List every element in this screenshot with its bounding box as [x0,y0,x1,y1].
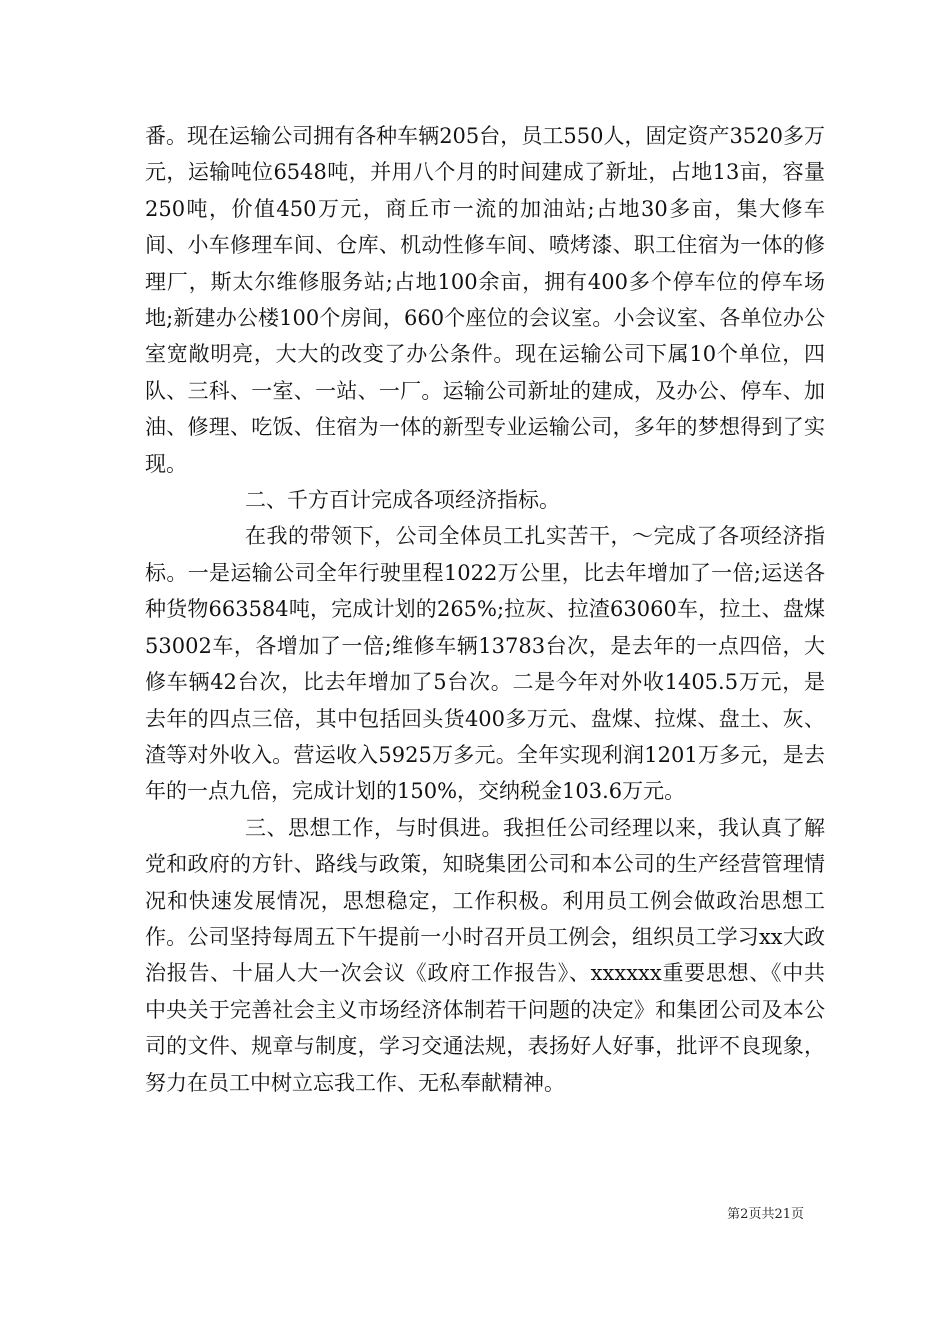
paragraph-continuation: 番。现在运输公司拥有各种车辆205台，员工550人，固定资产3520多万元，运输吨位6548吨，并用八个月的时间建成了新址，占地13亩，容量250吨，价值450万元，商丘市一流的加油站;占地30多亩，集大修车间、小车修理车间、仓库、机动性修车间、喷烤漆、职工住宿为一体的修理厂，斯太尔维修服务站;占地100余亩，拥有400多个停车位的停车场地;新建办公楼100个房间，660个座位的会议室。小会议室、各单位办公室宽敞明亮，大大的改变了办公条件。现在运输公司下属10个单位，四队、三科、一室、一站、一厂。运输公司新址的建成，及办公、停车、加油、修理、吃饭、住宿为一体的新型专业运输公司，多年的梦想得到了实现。 [145,124,825,476]
document-body [145,118,825,1101]
section-heading-economic-targets: 二、千方百计完成各项经济指标。 [245,488,560,513]
paragraph-ideological-work: 三、思想工作，与时俱进。我担任公司经理以来，我认真了解党和政府的方针、路线与政策，知晓集团公司和本公司的生产经营管理情况和快速发展情况，思想稳定，工作积极。利用员工例会做政治思想工作。公司坚持每周五下午提前一小时召开员工例会，组织员工学习xx大政治报告、十届人大一次会议《政府工作报告》、xxxxxx重要思想、《中共中央关于完善社会主义市场经济体制若干问题的决定》和集团公司及本公司的文件、规章与制度，学习交通法规，表扬好人好事，批评不良现象，努力在员工中树立忘我工作、无私奉献精神。 [145,815,825,1095]
page-number: 第2页共21页 [727,1207,804,1222]
paragraph-economic-targets: 在我的带领下，公司全体员工扎实苦干，～完成了各项经济指标。一是运输公司全年行驶里程1022万公里，比去年增加了一倍;运送各种货物663584吨，完成计划的265%;拉灰、拉渣63060车，拉土、盘煤53002车，各增加了一倍;维修车辆13783台次，是去年的一点四倍，大修车辆42台次，比去年增加了5台次。二是今年对外收1405.5万元，是去年的四点三倍，其中包括回头货400多万元、盘煤、拉煤、盘土、灰、渣等对外收入。营运收入5925万多元。全年实现利润1201万多元，是去年的一点九倍，完成计划的150%，交纳税金103.6万元。 [145,524,825,804]
